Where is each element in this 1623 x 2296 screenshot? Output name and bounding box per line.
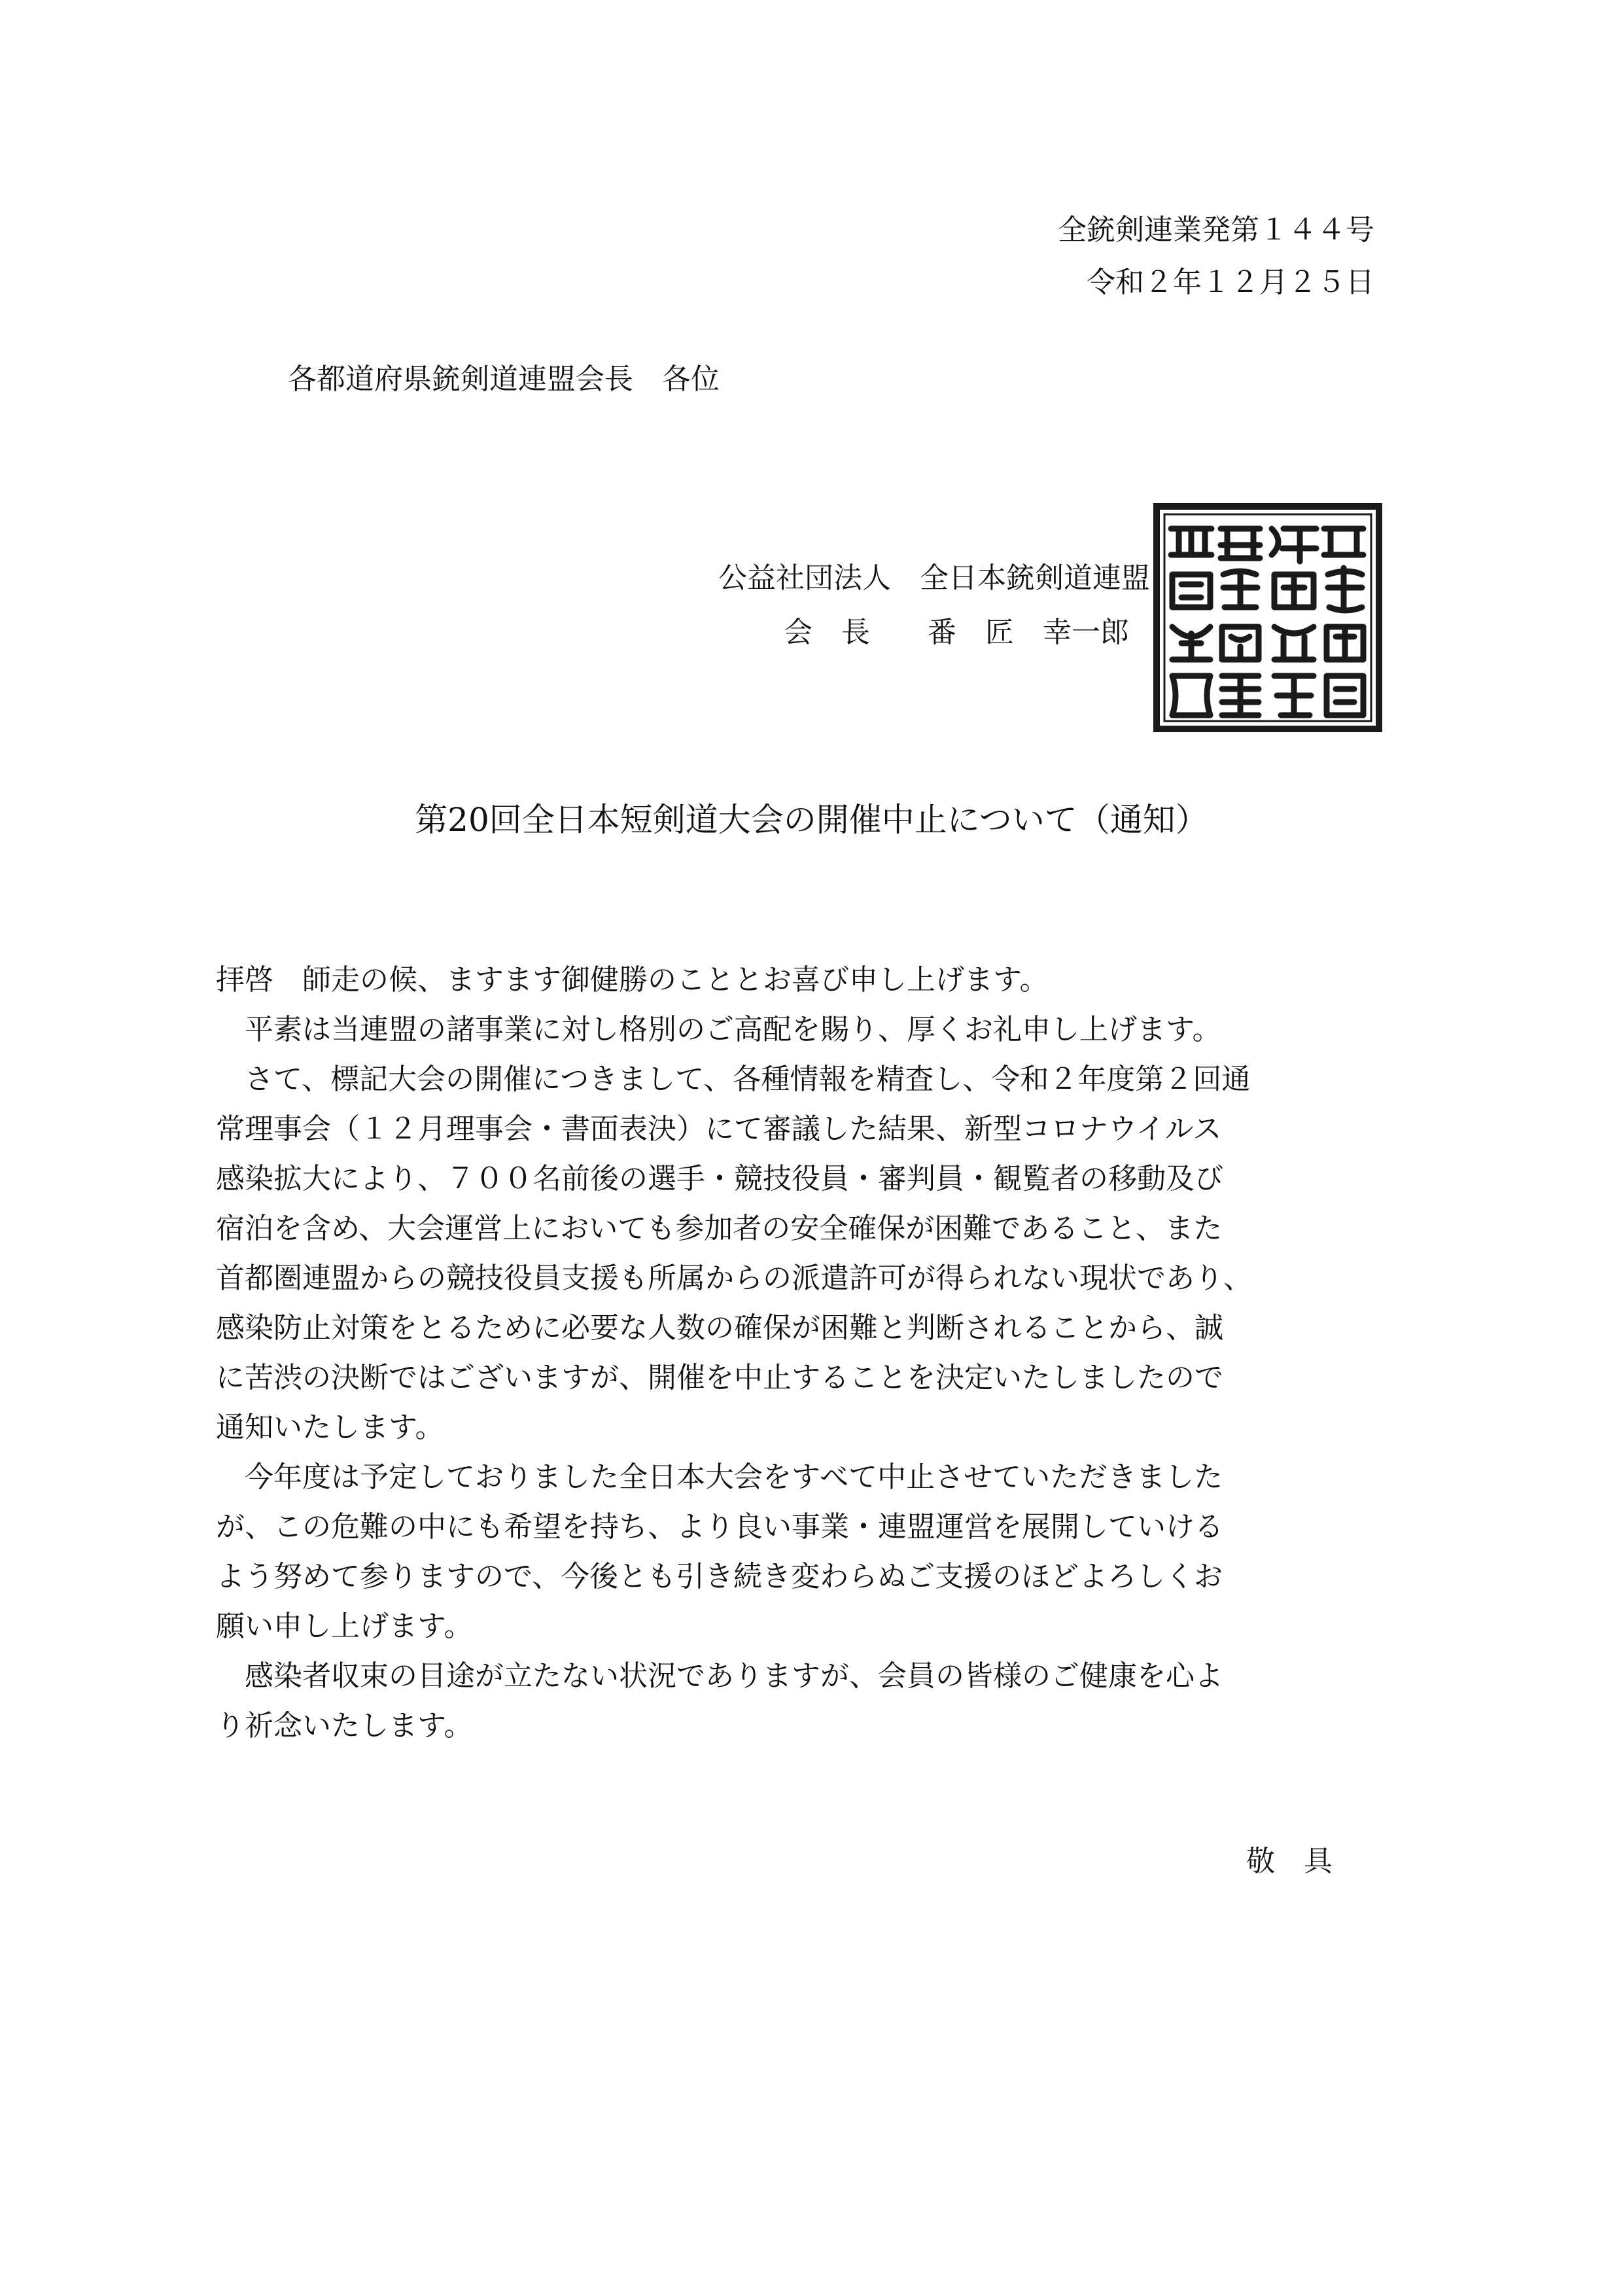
seal-stamp-graphic <box>1153 503 1383 733</box>
official-seal <box>1153 503 1383 733</box>
document-title: 第20回全日本短剣道大会の開催中止について（通知） <box>415 801 1208 839</box>
body-line: 感染拡大により、７００名前後の選手・競技役員・審判員・観覧者の移動及び <box>216 1162 1223 1195</box>
body-line: り祈念いたします。 <box>216 1709 473 1742</box>
body-line: 平素は当連盟の諸事業に対し格別のご高配を賜り、厚くお礼申し上げます。 <box>216 1013 1221 1046</box>
body-line: に苦渋の決断ではございますが、開催を中止することを決定いたしましたので <box>216 1361 1223 1394</box>
document-number: 全銃剣連業発第１４４号 <box>1058 213 1374 247</box>
document-date: 令和２年１２月２５日 <box>1087 266 1374 299</box>
addressee: 各都道府県銃剣道連盟会長 各位 <box>288 362 720 396</box>
body-line: 宿泊を含め、大会運営上においても参加者の安全確保が困難であること、また <box>216 1212 1223 1245</box>
body-line: よう努めて参りますので、今後とも引き続き変わらぬご支援のほどよろしくお <box>216 1560 1223 1593</box>
body-line: が、この危難の中にも希望を持ち、より良い事業・連盟運営を展開していける <box>216 1510 1223 1544</box>
closing-phrase: 敬 具 <box>1246 1845 1333 1878</box>
body-line: 感染防止対策をとるために必要な人数の確保が困難と判断されることから、誠 <box>216 1311 1223 1345</box>
body-line: 願い申し上げます。 <box>216 1610 473 1643</box>
body-line: 通知いたします。 <box>216 1411 444 1444</box>
body-line: 感染者収束の目途が立たない状況でありますが、会員の皆様のご健康を心よ <box>216 1659 1223 1693</box>
sender-name: 会 長 番 匠 幸一郎 <box>784 616 1129 649</box>
body-line: さて、標記大会の開催につきまして、各種情報を精査し、令和２年度第２回通 <box>216 1063 1251 1096</box>
sender-organization: 公益社団法人 全日本銃剣道連盟 <box>718 561 1150 595</box>
body-line: 拝啓 師走の候、ますます御健勝のこととお喜び申し上げます。 <box>216 963 1049 997</box>
letter-body <box>216 955 1406 1751</box>
body-line: 常理事会（１２月理事会・書面表決）にて審議した結果、新型コロナウイルス <box>216 1112 1222 1146</box>
body-line: 今年度は予定しておりました全日本大会をすべて中止させていただきました <box>216 1460 1223 1494</box>
body-line: 首都圏連盟からの競技役員支援も所属からの派遣許可が得られない現状であり、 <box>216 1262 1252 1295</box>
